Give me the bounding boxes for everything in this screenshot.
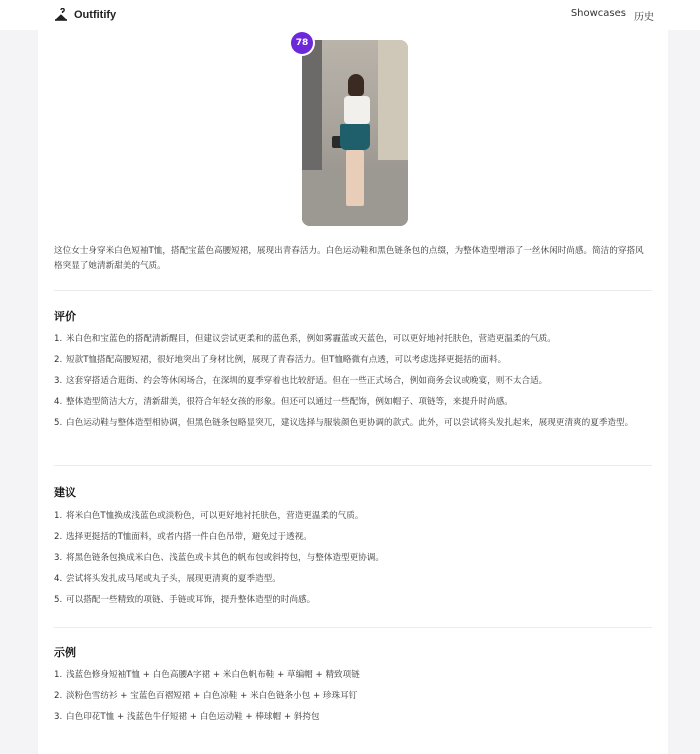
hanger-logo-icon [54,8,68,22]
list-item-text: 短款T恤搭配高腰短裙，很好地突出了身材比例，展现了青春活力。但T恤略微有点透，可以考虑选择更挺括的面料。 [66,355,507,365]
outfit-description: 这位女士身穿米白色短袖T恤，搭配宝蓝色高腰短裙，展现出青春活力。白色运动鞋和黑色链条包的点缀，为整体造型增添了一丝休闲时尚感。简洁的穿搭风格突显了她清新甜美的气质。 [54,246,644,271]
outfit-photo[interactable] [302,40,408,226]
outfit-photo-container [295,38,408,226]
list-item: 2. 短款T恤搭配高腰短裙，很好地突出了身材比例，展现了青春活力。但T恤略微有点透，可以考虑选择更挺括的面料。 [54,353,652,368]
list-item-text: 将米白色T恤换成浅蓝色或淡粉色，可以更好地衬托肤色，营造更温柔的气质。 [66,511,364,521]
list-item-text: 淡粉色雪纺衫 + 宝蓝色百褶短裙 + 白色凉鞋 + 米白色链条小包 + 珍珠耳钉 [66,691,358,701]
photo-person-head [348,74,364,96]
list-item: 1. 米白色和宝蓝色的搭配清新醒目，但建议尝试更柔和的蓝色系，例如雾霾蓝或天蓝色，可以更好地衬托肤色，营造更温柔的气质。 [54,332,652,347]
list-item-text: 浅蓝色修身短袖T恤 + 白色高腰A字裙 + 米白色帆布鞋 + 草编帽 + 精致项链 [66,670,360,680]
list-item-text: 白色运动鞋与整体造型相协调，但黑色链条包略显突兀，建议选择与服装颜色更协调的款式。此外，可以尝试将头发扎起来，展现更清爽的夏季造型。 [66,418,634,428]
divider [54,465,652,466]
list-item-text: 尝试将头发扎成马尾或丸子头，展现更清爽的夏季造型。 [66,574,281,584]
suggestions-title: 建议 [54,486,76,499]
nav-history[interactable]: 历史 [634,12,654,23]
divider [54,290,652,291]
list-item: 3. 白色印花T恤 + 浅蓝色牛仔短裙 + 白色运动鞋 + 棒球帽 + 斜挎包 [54,710,652,725]
list-item: 2. 选择更挺括的T恤面料，或者内搭一件白色吊带，避免过于透视。 [54,530,652,545]
examples-list [54,668,652,731]
list-item-text: 将黑色链条包换成米白色、浅蓝色或卡其色的帆布包或斜挎包，与整体造型更协调。 [66,553,384,563]
list-item: 4. 整体造型简洁大方，清新甜美，很符合年轻女孩的形象。但还可以通过一些配饰，例如帽子、项链等，来提升时尚感。 [54,395,652,410]
result-card [38,30,668,754]
photo-person-skirt [340,124,370,150]
list-item: 4. 尝试将头发扎成马尾或丸子头，展现更清爽的夏季造型。 [54,572,652,587]
list-item-text: 米白色和宝蓝色的搭配清新醒目，但建议尝试更柔和的蓝色系，例如雾霾蓝或天蓝色，可以更好地衬托肤色，营造更温柔的气质。 [66,334,556,344]
list-item-text: 这套穿搭适合逛街、约会等休闲场合，在深圳的夏季穿着也比较舒适。但在一些正式场合，例如商务会议或晚宴，则不太合适。 [66,376,548,386]
suggestions-list [54,509,652,614]
nav-showcases[interactable]: Showcases [570,8,626,19]
list-item-text: 白色印花T恤 + 浅蓝色牛仔短裙 + 白色运动鞋 + 棒球帽 + 斜挎包 [66,712,320,722]
list-item: 3. 这套穿搭适合逛街、约会等休闲场合，在深圳的夏季穿着也比较舒适。但在一些正式场合，例如商务会议或晚宴，则不太合适。 [54,374,652,389]
list-item-text: 可以搭配一些精致的项链、手链或耳饰，提升整体造型的时尚感。 [66,595,316,605]
list-item: 5. 白色运动鞋与整体造型相协调，但黑色链条包略显突兀，建议选择与服装颜色更协调的款式。此外，可以尝试将头发扎起来，展现更清爽的夏季造型。 [54,416,652,431]
list-item: 1. 将米白色T恤换成浅蓝色或淡粉色，可以更好地衬托肤色，营造更温柔的气质。 [54,509,652,524]
review-list [54,332,652,437]
list-item: 2. 淡粉色雪纺衫 + 宝蓝色百褶短裙 + 白色凉鞋 + 米白色链条小包 + 珍珠耳钉 [54,689,652,704]
photo-person-legs [346,150,364,206]
top-nav [571,8,654,23]
brand-name: Outfitify [74,9,117,21]
examples-title: 示例 [54,646,76,659]
photo-background-right [378,40,408,160]
brand[interactable] [54,7,116,23]
list-item: 1. 浅蓝色修身短袖T恤 + 白色高腰A字裙 + 米白色帆布鞋 + 草编帽 + 精致项链 [54,668,652,683]
score-badge: 78 [291,32,313,54]
list-item: 5. 可以搭配一些精致的项链、手链或耳饰，提升整体造型的时尚感。 [54,593,652,608]
photo-person-top [344,96,370,124]
top-bar [0,0,700,30]
list-item-text: 选择更挺括的T恤面料，或者内搭一件白色吊带，避免过于透视。 [66,532,312,542]
review-title: 评价 [54,310,76,323]
list-item-text: 整体造型简洁大方，清新甜美，很符合年轻女孩的形象。但还可以通过一些配饰，例如帽子、项链等，来提升时尚感。 [66,397,513,407]
list-item: 3. 将黑色链条包换成米白色、浅蓝色或卡其色的帆布包或斜挎包，与整体造型更协调。 [54,551,652,566]
divider [54,627,652,628]
